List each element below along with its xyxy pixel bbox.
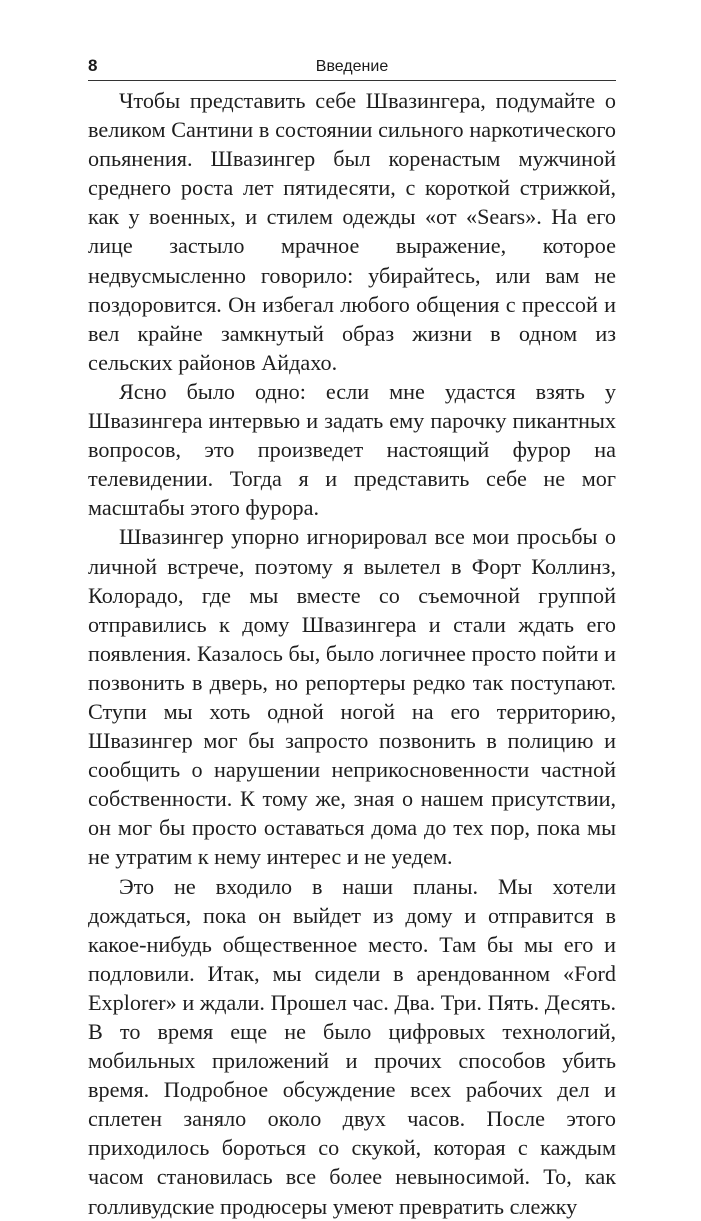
paragraph: Швазингер упорно игнорировал все мои просьбы о личной встрече, поэтому я вылетел в Форт Коллинз, Колорадо, где мы вместе со съемочной группой отправились к дому Швазингера и стали ждать его появления. Казалось бы, было логичнее просто пойти и позвонить в дверь, но репортеры редко так поступают. Ступи мы хоть одной ногой на его территорию, Швазингер мог бы запросто позвонить в полицию и сообщить о нарушении неприкосновенности частной собственности. К тому же, зная о нашем присутствии, он мог бы просто оставаться дома до тех пор, пока мы не утратим к нему интерес и не уедем. xyxy=(88,524,616,870)
paragraph: Ясно было одно: если мне удастся взять у Швазингера интервью и задать ему парочку пикантных вопросов, это произведет настоящий фурор на телевидении. Тогда я и представить себе не мог масштабы этого фурора. xyxy=(88,378,616,521)
paragraph: Это не входило в наши планы. Мы хотели дождаться, пока он выйдет из дому и отправится в какое-нибудь общественное место. Там бы мы его и подловили. Итак, мы сидели в арендованном «Ford Explorer» и ждали. Прошел час. Два. Три. Пять. Десять. В то время еще не было цифровых технологий, мобильных приложений и прочих способов убить время. Подробное обсуждение всех рабочих дел и сплетен заняло около двух часов. После этого приходилось бороться со скукой, которая с каждым часом становилась все более невыносимой. То, как голливудские продюсеры умеют превратить слежку xyxy=(88,873,616,1219)
page-number: 8 xyxy=(88,56,98,75)
body-text xyxy=(88,86,616,1221)
running-title: Введение xyxy=(315,58,389,75)
page-header xyxy=(88,56,616,81)
paragraph: Чтобы представить себе Швазингера, подумайте о великом Сантини в состоянии сильного наркотического опьянения. Швазингер был коренастым мужчиной среднего роста лет пятидесяти, с короткой стрижкой, как у военных, и стилем одежды «от «Sears». На его лице застыло мрачное выражение, которое недвусмысленно говорило: убирайтесь, или вам не поздоровится. Он избегал любого общения с прессой и вел крайне замкнутый образ жизни в одном из сельских районов Айдахо. xyxy=(88,88,616,375)
